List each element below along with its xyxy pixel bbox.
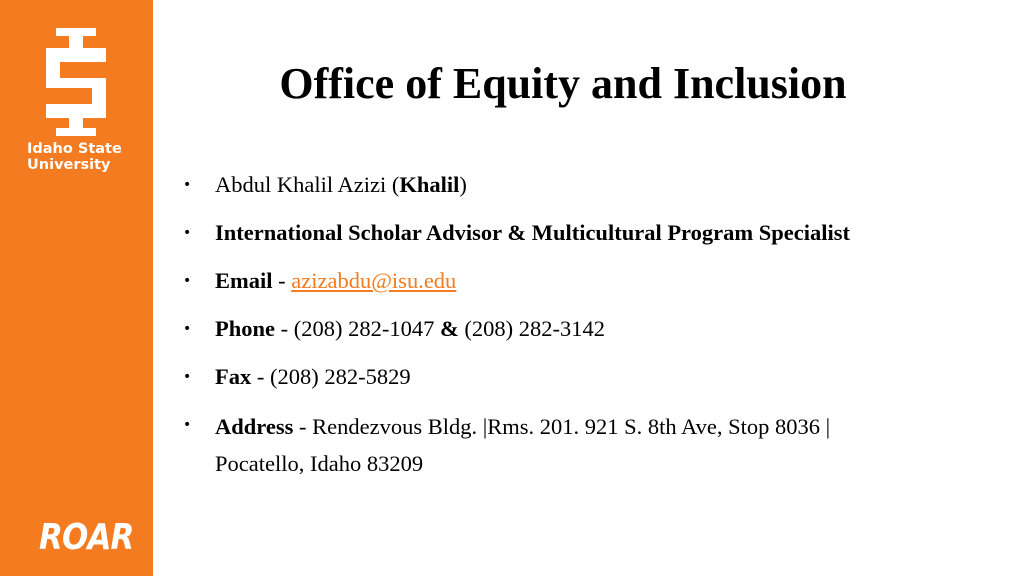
- university-line-2: University: [27, 157, 111, 173]
- sidebar: [0, 0, 153, 576]
- bullet-icon: •: [183, 321, 192, 337]
- address-sep: -: [293, 414, 313, 439]
- phone-sep: -: [275, 316, 294, 341]
- isu-logo-icon: [42, 28, 110, 136]
- bullet-icon: •: [183, 417, 192, 433]
- list-item-email: [183, 264, 983, 298]
- address-line-2: Pocatello, Idaho 83209: [215, 451, 424, 476]
- bullet-icon: •: [183, 369, 192, 385]
- university-name: [27, 141, 147, 173]
- list-item-phone: [183, 312, 983, 346]
- contact-list: [183, 168, 983, 496]
- name-text: Abdul Khalil Azizi (: [215, 172, 400, 197]
- address-label: Address: [215, 414, 294, 439]
- roar-wordmark: ROAR: [39, 517, 134, 558]
- bullet-icon: •: [183, 273, 192, 289]
- email-link[interactable]: azizabdu@isu.edu: [291, 268, 457, 293]
- bullet-icon: •: [183, 177, 192, 193]
- fax-sep: -: [251, 364, 270, 389]
- list-item-fax: [183, 360, 983, 394]
- email-sep: -: [272, 268, 292, 293]
- list-item-address: [183, 408, 983, 482]
- fax-label: Fax: [215, 364, 252, 389]
- phone-label: Phone: [215, 316, 276, 341]
- phone-amp: &: [440, 316, 459, 341]
- nickname-text: Khalil: [399, 172, 460, 197]
- university-line-1: Idaho State: [27, 141, 122, 157]
- list-item-position: [183, 216, 983, 250]
- list-item-name: [183, 168, 983, 202]
- fax-value: (208) 282-5829: [270, 364, 411, 389]
- position-text: International Scholar Advisor & Multicultural Program Specialist: [215, 220, 850, 245]
- slide-title: Office of Equity and Inclusion: [279, 59, 847, 108]
- email-label: Email: [215, 268, 273, 293]
- phone-value-2: (208) 282-3142: [458, 316, 605, 341]
- bullet-icon: •: [183, 225, 192, 241]
- name-close: ): [459, 172, 467, 197]
- phone-value-1: (208) 282-1047: [293, 316, 440, 341]
- address-line-1: Rendezvous Bldg. |Rms. 201. 921 S. 8th Ave, Stop 8036 |: [312, 414, 831, 439]
